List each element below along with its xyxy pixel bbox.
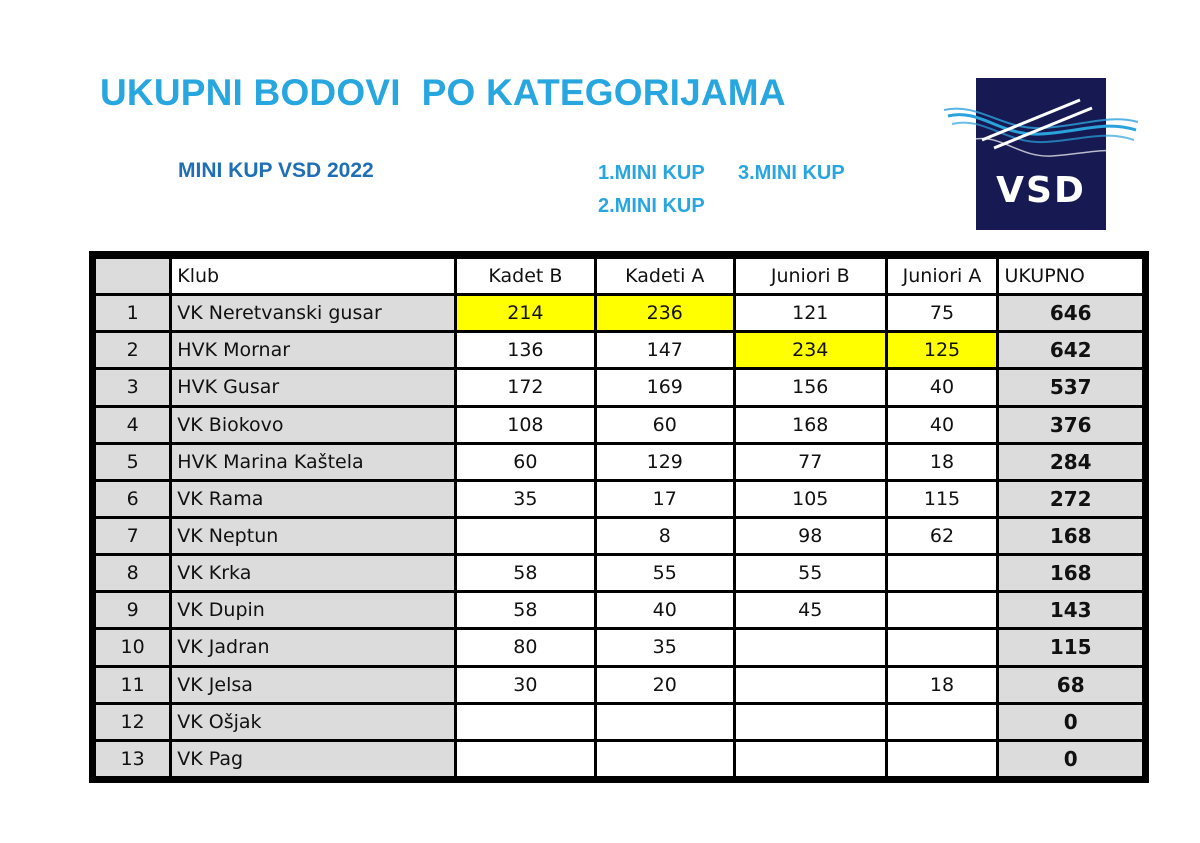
scores-table-body <box>96 259 1142 776</box>
cell-juniori-a: 40 <box>888 370 997 404</box>
cell-juniori-b: 98 <box>736 519 885 553</box>
header-kadeti-a: Kadeti A <box>597 259 733 293</box>
cell-juniori-b <box>736 630 885 664</box>
cell-juniori-b <box>736 668 885 702</box>
header-juniori-a: Juniori A <box>888 259 997 293</box>
cell-juniori-a: 75 <box>888 296 997 330</box>
logo-text: VSD <box>996 170 1086 211</box>
table-row <box>96 370 1142 404</box>
cell-kadet-b: 80 <box>457 630 593 664</box>
cell-club: VK Neretvanski gusar <box>172 296 454 330</box>
cell-rank: 12 <box>96 705 169 739</box>
cell-rank: 8 <box>96 556 169 590</box>
cell-juniori-b <box>736 742 885 776</box>
cell-kadeti-a <box>597 705 733 739</box>
cell-kadeti-a: 20 <box>597 668 733 702</box>
cell-juniori-a <box>888 705 997 739</box>
cell-club: VK Jelsa <box>172 668 454 702</box>
cell-ukupno: 646 <box>999 296 1142 330</box>
cell-kadet-b: 58 <box>457 556 593 590</box>
cell-juniori-b: 45 <box>736 593 885 627</box>
cell-juniori-a: 125 <box>888 333 997 367</box>
cell-club: VK Pag <box>172 742 454 776</box>
cell-juniori-a <box>888 630 997 664</box>
cell-juniori-a <box>888 742 997 776</box>
cell-club: HVK Marina Kaštela <box>172 445 454 479</box>
cell-ukupno: 68 <box>999 668 1142 702</box>
cell-kadet-b: 60 <box>457 445 593 479</box>
header-club: Klub <box>172 259 454 293</box>
cell-kadeti-a: 147 <box>597 333 733 367</box>
cell-rank: 3 <box>96 370 169 404</box>
cell-ukupno: 115 <box>999 630 1142 664</box>
cell-juniori-b: 55 <box>736 556 885 590</box>
mini-kup-1-label: 1.MINI KUP <box>598 162 705 184</box>
table-row <box>96 630 1142 664</box>
cell-club: VK Jadran <box>172 630 454 664</box>
cell-juniori-a: 62 <box>888 519 997 553</box>
cell-club: VK Neptun <box>172 519 454 553</box>
cell-kadet-b: 214 <box>457 296 593 330</box>
cell-kadet-b <box>457 519 593 553</box>
cell-juniori-b <box>736 705 885 739</box>
mini-kup-3-label: 3.MINI KUP <box>738 162 845 184</box>
cell-club: HVK Gusar <box>172 370 454 404</box>
cell-ukupno: 642 <box>999 333 1142 367</box>
cell-kadeti-a: 129 <box>597 445 733 479</box>
cell-juniori-a <box>888 593 997 627</box>
cell-kadet-b: 172 <box>457 370 593 404</box>
cell-rank: 13 <box>96 742 169 776</box>
scores-table <box>93 256 1145 779</box>
cell-club: VK Biokovo <box>172 408 454 442</box>
mini-kup-2-label: 2.MINI KUP <box>598 195 705 217</box>
cell-rank: 10 <box>96 630 169 664</box>
cell-kadet-b <box>457 742 593 776</box>
cell-ukupno: 376 <box>999 408 1142 442</box>
cell-juniori-b: 77 <box>736 445 885 479</box>
cell-kadet-b: 58 <box>457 593 593 627</box>
vsd-logo <box>940 78 1140 230</box>
table-row <box>96 333 1142 367</box>
cell-kadet-b <box>457 705 593 739</box>
header-rank <box>96 259 169 293</box>
header-juniori-b: Juniori B <box>736 259 885 293</box>
cell-rank: 4 <box>96 408 169 442</box>
table-row <box>96 668 1142 702</box>
cell-kadeti-a: 236 <box>597 296 733 330</box>
cell-juniori-b: 156 <box>736 370 885 404</box>
cell-rank: 6 <box>96 482 169 516</box>
cell-juniori-a: 115 <box>888 482 997 516</box>
cell-rank: 1 <box>96 296 169 330</box>
cell-juniori-b: 168 <box>736 408 885 442</box>
cell-club: VK Ošjak <box>172 705 454 739</box>
cell-club: VK Dupin <box>172 593 454 627</box>
cell-ukupno: 537 <box>999 370 1142 404</box>
cell-ukupno: 168 <box>999 556 1142 590</box>
table-row <box>96 296 1142 330</box>
cell-kadet-b: 35 <box>457 482 593 516</box>
cell-club: HVK Mornar <box>172 333 454 367</box>
cell-juniori-a: 40 <box>888 408 997 442</box>
cell-kadeti-a: 8 <box>597 519 733 553</box>
cell-kadet-b: 30 <box>457 668 593 702</box>
table-row <box>96 482 1142 516</box>
page-title: UKUPNI BODOVI PO KATEGORIJAMA <box>100 72 786 113</box>
cell-rank: 11 <box>96 668 169 702</box>
cell-kadeti-a: 55 <box>597 556 733 590</box>
cell-kadeti-a: 35 <box>597 630 733 664</box>
cell-juniori-a: 18 <box>888 445 997 479</box>
table-row <box>96 408 1142 442</box>
cell-juniori-a: 18 <box>888 668 997 702</box>
table-row <box>96 742 1142 776</box>
cell-juniori-b: 234 <box>736 333 885 367</box>
cell-rank: 2 <box>96 333 169 367</box>
cell-rank: 9 <box>96 593 169 627</box>
cell-ukupno: 284 <box>999 445 1142 479</box>
cell-kadeti-a: 17 <box>597 482 733 516</box>
cell-kadet-b: 108 <box>457 408 593 442</box>
table-row <box>96 445 1142 479</box>
cell-kadeti-a: 60 <box>597 408 733 442</box>
cell-kadet-b: 136 <box>457 333 593 367</box>
table-header-row <box>96 259 1142 293</box>
cell-juniori-a <box>888 556 997 590</box>
cell-club: VK Rama <box>172 482 454 516</box>
table-row <box>96 556 1142 590</box>
cell-ukupno: 0 <box>999 705 1142 739</box>
cell-ukupno: 0 <box>999 742 1142 776</box>
cell-club: VK Krka <box>172 556 454 590</box>
cell-juniori-b: 105 <box>736 482 885 516</box>
table-row <box>96 519 1142 553</box>
cell-ukupno: 143 <box>999 593 1142 627</box>
table-row <box>96 705 1142 739</box>
cell-rank: 5 <box>96 445 169 479</box>
cell-rank: 7 <box>96 519 169 553</box>
cell-kadeti-a <box>597 742 733 776</box>
cell-kadeti-a: 169 <box>597 370 733 404</box>
cell-kadeti-a: 40 <box>597 593 733 627</box>
table-row <box>96 593 1142 627</box>
subtitle: MINI KUP VSD 2022 <box>178 159 374 182</box>
cell-ukupno: 168 <box>999 519 1142 553</box>
cell-ukupno: 272 <box>999 482 1142 516</box>
cell-juniori-b: 121 <box>736 296 885 330</box>
header-ukupno: UKUPNO <box>999 259 1142 293</box>
scores-table-frame <box>89 251 1149 783</box>
header-kadet-b: Kadet B <box>457 259 593 293</box>
